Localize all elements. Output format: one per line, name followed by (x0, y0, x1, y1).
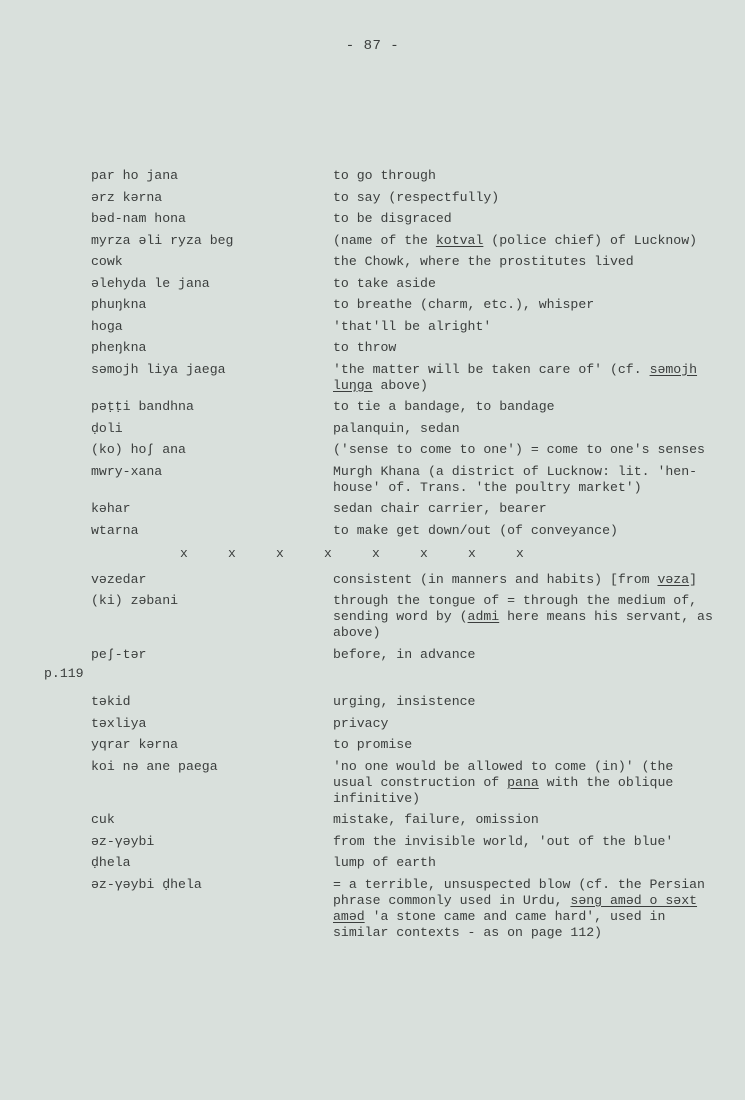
gloss-underlined-term: səng aməd o səxt aməd (333, 892, 698, 924)
separator-mark: x (324, 545, 332, 561)
entry-gloss: Murgh Khana (a district of Lucknow: lit. 'hen-house' of. Trans. 'the poultry market') (333, 463, 698, 495)
glossary-entry (0, 168, 745, 184)
entry-term: bəd-nam hona (91, 211, 186, 226)
entry-gloss: 'that'll be alright' (333, 318, 492, 334)
entry-term: ḍhela (91, 855, 131, 870)
glossary-entry (0, 211, 745, 227)
glossary-entry (0, 694, 745, 710)
entry-term: ḍoli (91, 420, 123, 436)
entry-term: təxliya (91, 715, 147, 731)
entry-term: kəhar (91, 501, 131, 516)
entry-gloss: to say (respectfully) (333, 189, 500, 205)
entry-term: peʃ-tər (91, 646, 147, 662)
entry-term: (ko) hoʃ ana (91, 442, 186, 457)
entry-term: phuŋkna (91, 297, 147, 312)
glossary-entry (0, 812, 745, 828)
entry-term: (ki) zəbani (91, 593, 179, 608)
gloss-text: through the tongue of = through the medium of, sending word by ( (333, 593, 698, 624)
entry-gloss: ('sense to come to one') = come to one's senses (333, 442, 705, 457)
entry-term: əlehyda le jana (91, 275, 210, 291)
separator-mark: x (228, 545, 236, 561)
entry-gloss: the Chowk, where the prostitutes lived (333, 254, 634, 269)
entry-term: pheŋkna (91, 340, 147, 355)
section-separator (0, 546, 745, 562)
separator-mark: x (180, 545, 188, 561)
entry-gloss (333, 593, 713, 641)
separator-mark: x (516, 545, 524, 561)
entry-gloss: lump of earth (333, 855, 436, 870)
separator-mark: x (372, 545, 380, 561)
entry-term: par ho jana (91, 168, 179, 183)
entry-term: təkid (91, 694, 131, 709)
glossary-entry (0, 276, 745, 292)
entry-gloss: palanquin, sedan (333, 420, 460, 436)
glossary-entry (0, 877, 745, 941)
entry-gloss: to throw (333, 340, 397, 355)
gloss-text: (name of the (333, 232, 436, 248)
gloss-underlined-term: kotval (435, 232, 484, 248)
entry-gloss (333, 233, 713, 249)
entry-term: hoga (91, 318, 123, 334)
glossary-entry (0, 834, 745, 850)
glossary-entry (0, 593, 745, 641)
entry-gloss: from the invisible world, 'out of the blue' (333, 833, 674, 849)
glossary-entry (0, 523, 745, 539)
gloss-underlined-term: admi (467, 609, 500, 624)
separator-mark: x (420, 545, 428, 561)
entry-term: cuk (91, 812, 115, 827)
glossary-entry (0, 572, 745, 588)
gloss-text: 'a stone came and came hard', used in similar contexts - as on page 112) (333, 908, 666, 940)
entry-gloss (333, 877, 713, 941)
separator-mark: x (468, 545, 476, 561)
entry-gloss: mistake, failure, omission (333, 812, 539, 827)
entry-gloss: sedan chair carrier, bearer (333, 501, 547, 516)
entry-term: koi nə ane paega (91, 758, 218, 774)
entry-term: wtarna (91, 522, 139, 538)
glossary-entry (0, 501, 745, 517)
entry-gloss: to make get down/out (of conveyance) (333, 522, 618, 538)
entry-gloss: before, in advance (333, 646, 476, 662)
entry-term: yqrar kərna (91, 737, 179, 752)
gloss-underlined-term: pana (507, 774, 539, 790)
glossary-entry (0, 647, 745, 663)
gloss-text: (police chief) of Lucknow) (483, 232, 698, 248)
entry-gloss: privacy (333, 715, 389, 731)
entry-gloss: to tie a bandage, to bandage (333, 399, 555, 414)
margin-page-reference: p.119 (44, 666, 84, 681)
glossary-entry (0, 421, 745, 437)
separator-mark: x (276, 545, 284, 561)
entry-term: əz-γəybi ḍhela (91, 876, 202, 892)
gloss-underlined-term: vəza (657, 571, 690, 587)
entry-gloss (333, 572, 713, 588)
entry-gloss: to breathe (charm, etc.), whisper (333, 297, 595, 312)
page-number: - 87 - (345, 38, 400, 54)
entry-term: səmojh liya jaega (91, 361, 226, 377)
gloss-underlined-term: səmojh luŋga (333, 361, 698, 393)
entry-gloss: to take aside (333, 275, 436, 291)
glossary-entry (0, 362, 745, 394)
entry-term: vəzedar (91, 571, 147, 587)
glossary-entry (0, 254, 745, 270)
glossary-list (0, 168, 745, 946)
gloss-text: = a terrible, unsuspected blow (cf. the Persian phrase commonly used in Urdu, (333, 876, 705, 908)
gloss-text: above) (372, 377, 428, 393)
glossary-entry (0, 297, 745, 313)
entry-gloss: to go through (333, 168, 436, 183)
glossary-entry (0, 464, 745, 496)
entry-gloss: to be disgraced (333, 211, 452, 226)
glossary-entry (0, 716, 745, 732)
entry-term: myrza əli ryza beg (91, 232, 234, 248)
entry-gloss (333, 362, 713, 394)
glossary-entry (0, 855, 745, 871)
glossary-entry (0, 442, 745, 458)
entry-term: cowk (91, 254, 123, 269)
entry-term: əz-γəybi (91, 833, 155, 849)
entry-gloss: urging, insistence (333, 694, 476, 709)
glossary-entry (0, 233, 745, 249)
entry-term: pəṭṭi bandhna (91, 399, 194, 414)
entry-gloss (333, 759, 713, 807)
gloss-text: consistent (in manners and habits) [from (333, 571, 658, 587)
entry-gloss: to promise (333, 737, 413, 752)
entry-term: mwry-xana (91, 463, 163, 479)
glossary-entry (0, 759, 745, 807)
glossary-entry (0, 340, 745, 356)
gloss-text: here means his servant, as above) (333, 609, 713, 640)
gloss-text: 'the matter will be taken care of' (cf. (333, 361, 650, 377)
glossary-entry (0, 737, 745, 753)
gloss-text: ] (689, 571, 698, 587)
glossary-entry (0, 190, 745, 206)
gloss-text: 'no one would be allowed to come (in)' (the usual construction of (333, 758, 674, 790)
gloss-text: with the oblique infinitive) (333, 774, 674, 806)
glossary-entry (0, 399, 745, 415)
entry-term: ərz kərna (91, 189, 163, 205)
glossary-entry (0, 319, 745, 335)
